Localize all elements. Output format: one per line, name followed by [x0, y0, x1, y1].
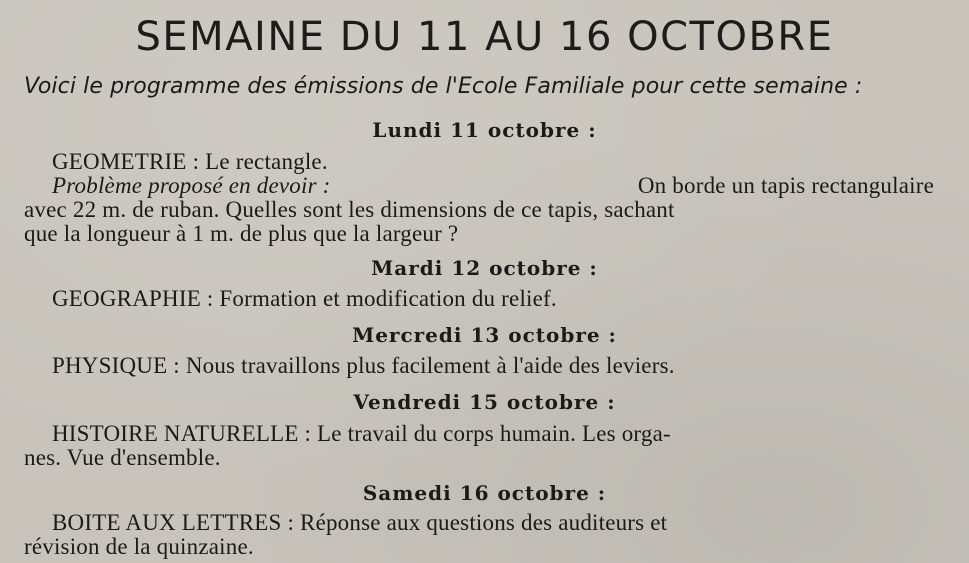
intro-text: Voici le programme des émissions de l'Ecole Familiale pour cette semaine :	[24, 74, 863, 99]
problem-line-2: avec 22 m. de ruban. Quelles sont les dimensions de ce tapis, sachant	[24, 197, 675, 222]
subject-geographie: GEOGRAPHIE : Formation et modification du relief.	[52, 286, 557, 311]
day-heading-lundi: Lundi 11 octobre :	[372, 118, 597, 142]
subject-physique: PHYSIQUE : Nous travaillons plus facilement à l'aide des leviers.	[52, 353, 675, 378]
problem-line-3: que la longueur à 1 m. de plus que la largeur ?	[24, 221, 459, 246]
day-heading-mercredi: Mercredi 13 octobre :	[352, 323, 617, 347]
problem-label: Problème proposé en devoir :	[52, 173, 331, 198]
page-title: SEMAINE DU 11 AU 16 OCTOBRE	[135, 14, 834, 60]
subject-histoire-naturelle-line-1: HISTOIRE NATURELLE : Le travail du corps humain. Les orga-	[52, 421, 671, 446]
subject-histoire-naturelle-line-2: nes. Vue d'ensemble.	[24, 445, 221, 470]
subject-geometrie: GEOMETRIE : Le rectangle.	[52, 149, 328, 174]
subject-boite-aux-lettres-line-2: révision de la quinzaine.	[24, 534, 254, 559]
problem-line-1	[52, 173, 934, 199]
day-heading-samedi: Samedi 16 octobre :	[362, 481, 607, 505]
day-heading-mardi: Mardi 12 octobre :	[371, 256, 598, 280]
problem-text-1: On borde un tapis rectangulaire	[637, 173, 934, 198]
day-heading-vendredi: Vendredi 15 octobre :	[353, 390, 616, 414]
subject-boite-aux-lettres-line-1: BOITE AUX LETTRES : Réponse aux questions des auditeurs et	[52, 510, 668, 535]
